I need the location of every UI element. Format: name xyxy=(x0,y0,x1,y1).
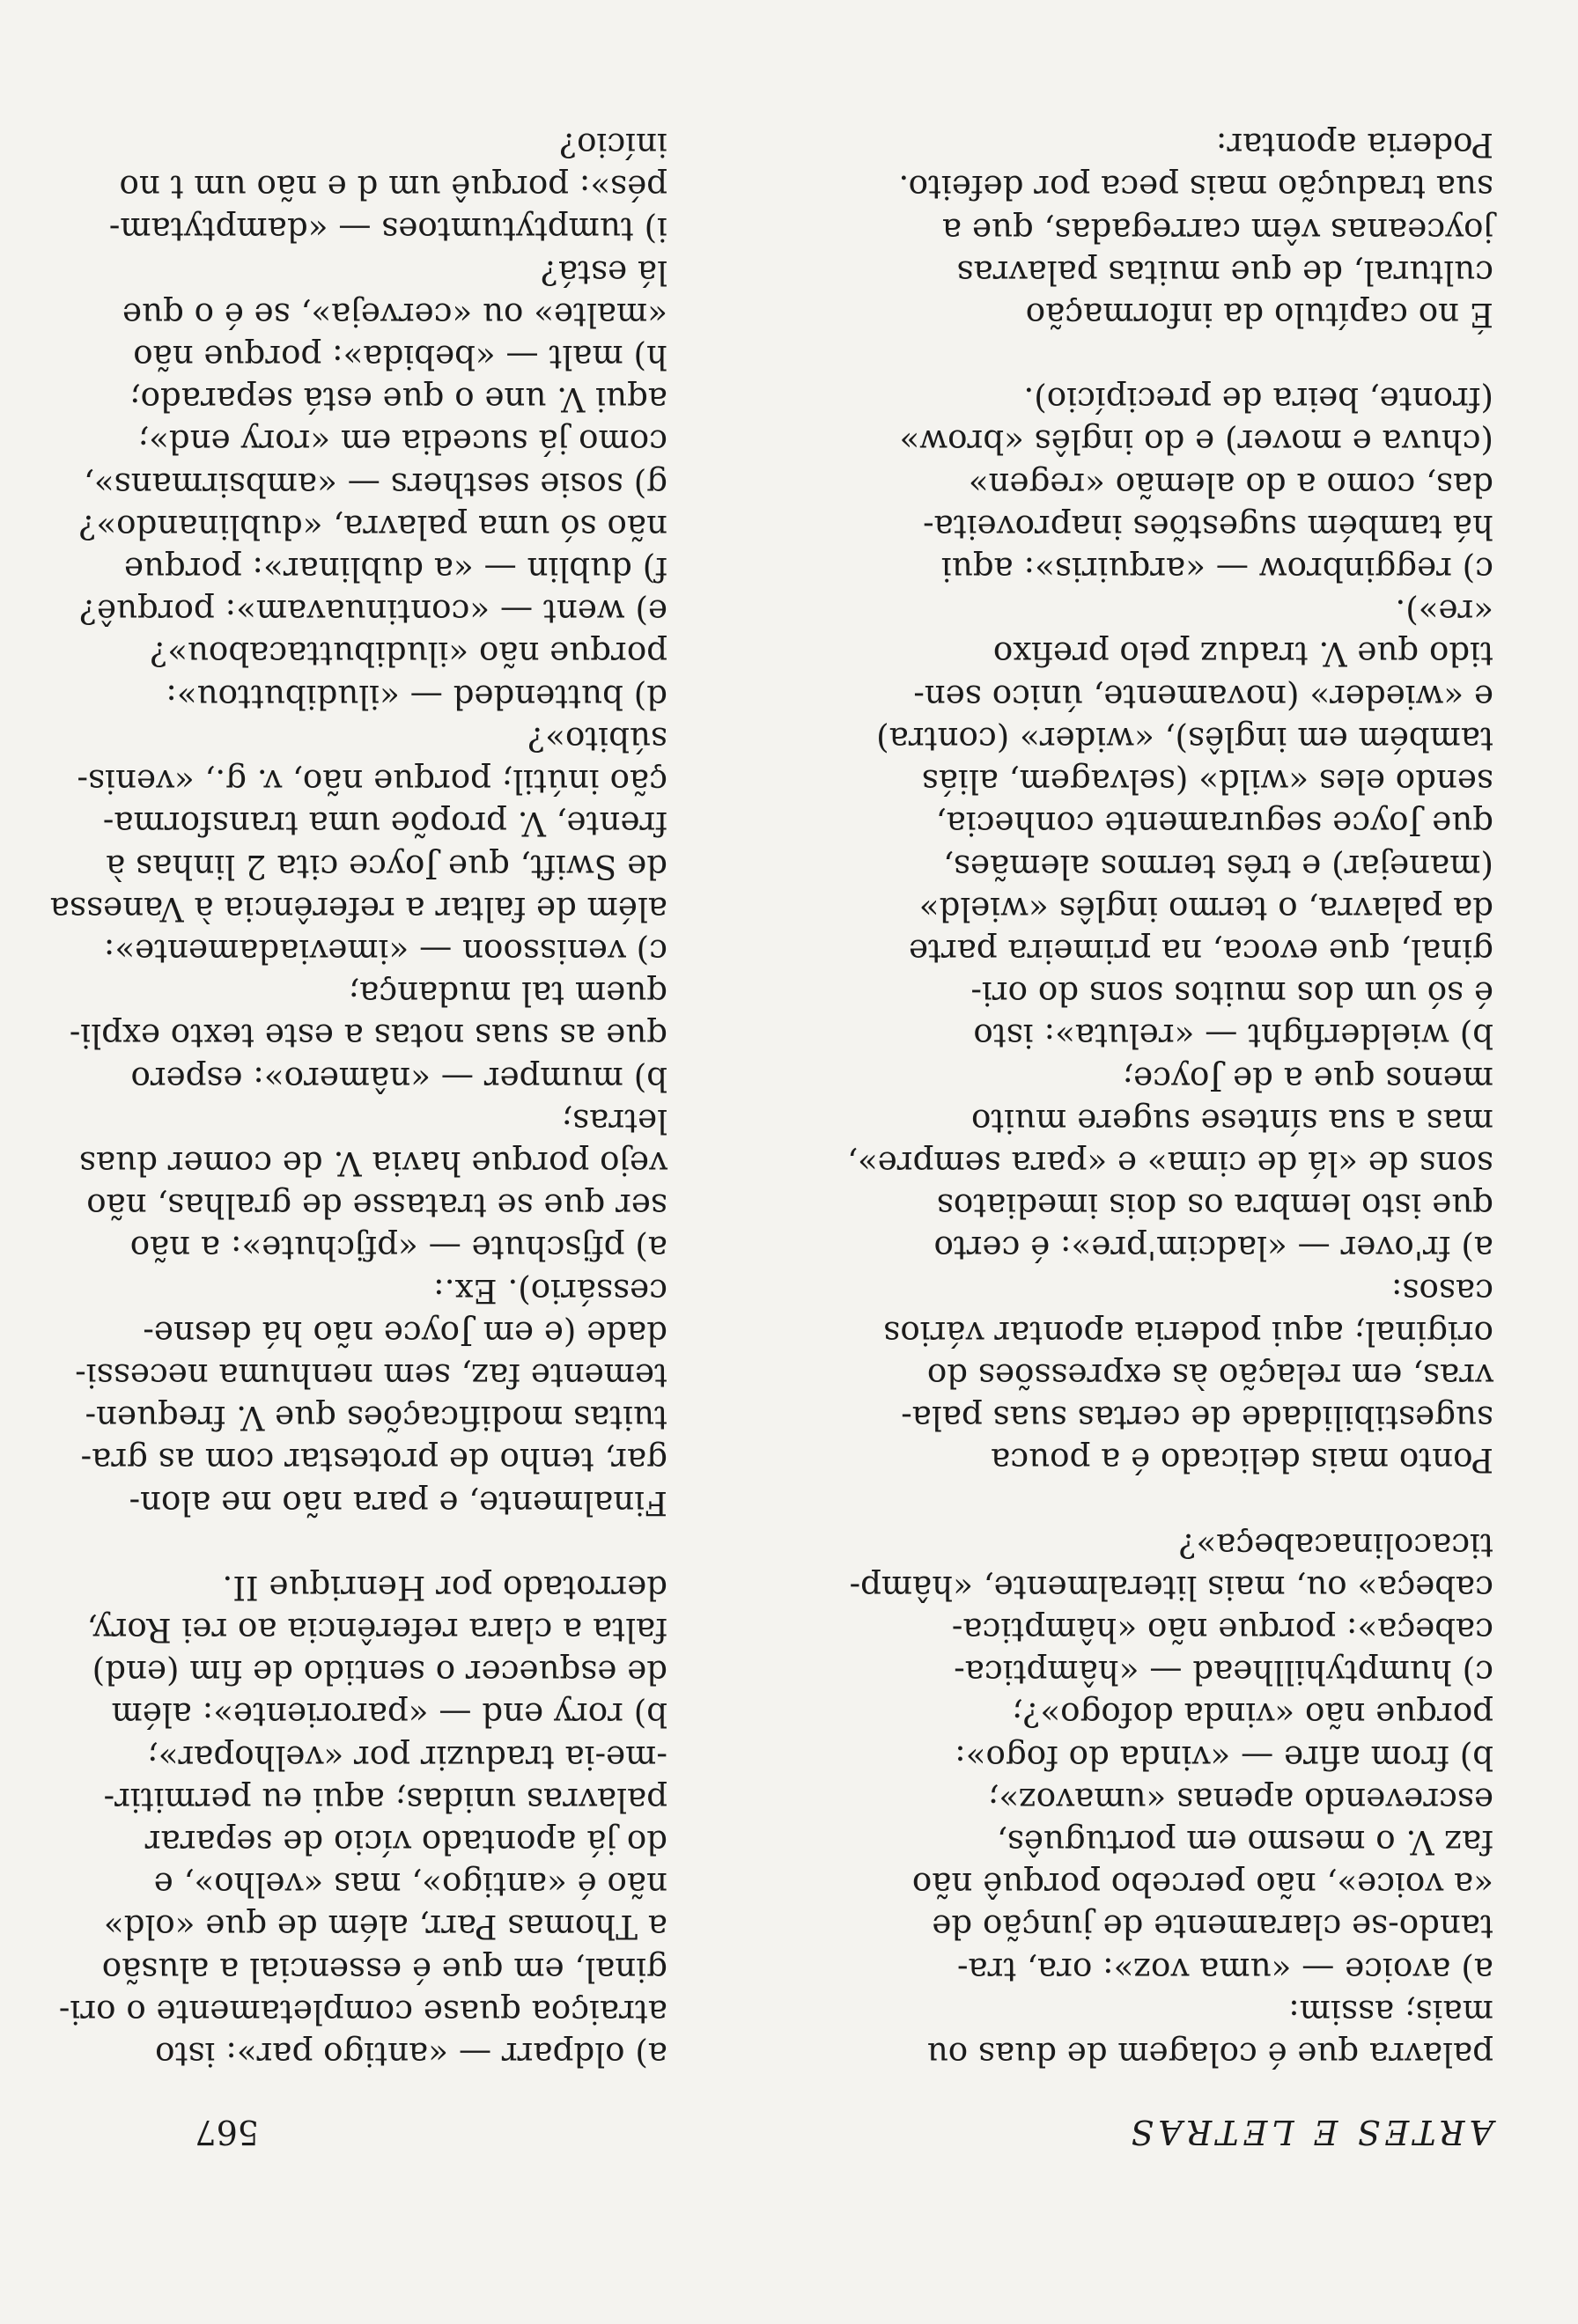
text-line: súbito»? xyxy=(527,719,667,759)
text-line: a Thomas Parr, além de que «old» xyxy=(103,1908,667,1947)
text-line: vejo porque havia V. de comer duas xyxy=(78,1144,667,1183)
text-line: cabeça»: porque não «hâmptica- xyxy=(951,1610,1493,1650)
text-line: Ponto mais delicado é a pouca xyxy=(991,1441,1493,1481)
text-line: joyceanas vêm carregadas, que a xyxy=(941,210,1493,250)
text-line: c) regginbrow — «arquiris»: aqui xyxy=(940,550,1493,590)
text-line: de Swift, que Joyce cita 2 linhas à xyxy=(106,847,667,886)
text-line: atraiçoa quase completamente o ori- xyxy=(58,1992,667,2032)
text-line: frente, V. propõe uma transforma- xyxy=(102,805,667,844)
text-line: cessário). Ex.: xyxy=(433,1271,667,1311)
text-line: mas a sua síntese sugere muito xyxy=(970,1101,1493,1141)
text-line: menos que a de Joyce; xyxy=(1122,1059,1493,1099)
text-line: quem tal mudança; xyxy=(348,974,667,1014)
text-line: original; aqui poderia apontar vários xyxy=(883,1313,1493,1353)
text-line: palavras unidas; aqui eu permitir- xyxy=(103,1780,667,1820)
text-line: também em inglês), «wider» (contra) xyxy=(876,719,1493,759)
text-line: lá está? xyxy=(540,253,667,292)
text-line: é só um dos muitos sons do ori- xyxy=(970,974,1493,1014)
text-line: que Joyce seguramente conhecia, xyxy=(935,805,1493,844)
text-line: além de faltar a referência à Vanessa xyxy=(49,889,667,929)
text-line: derrotado por Henrique II. xyxy=(222,1568,667,1607)
text-line: há também sugestões inaproveita- xyxy=(923,507,1493,547)
text-line: temente faz, sem nenhuma necessi- xyxy=(75,1356,667,1395)
text-line: letras; xyxy=(561,1101,667,1141)
text-line: faz V. o mesmo em português, xyxy=(996,1822,1493,1862)
text-line: a) oldparr — «antigo par»: isto xyxy=(155,2035,667,2074)
text-line: Poderia apontar: xyxy=(1215,126,1493,165)
text-line: sendo eles «wild» (selvagem, aliás xyxy=(921,762,1493,802)
text-line: tido que V. traduz pelo prefixo xyxy=(992,635,1493,674)
text-line: ticacolinacabeça»? xyxy=(1178,1526,1493,1565)
text-line: «malte» ou «cerveja», se é o que xyxy=(122,295,667,335)
text-line: porque não «iludibuttacabou»? xyxy=(150,635,667,674)
text-line: que as suas notas a este texto expli- xyxy=(69,1017,667,1056)
text-line: Finalmente, e para não me alon- xyxy=(129,1483,667,1523)
text-line: gar, tenho de protestar com as gra- xyxy=(80,1441,667,1481)
text-line: «a voice», não percebo porquê não xyxy=(911,1865,1493,1905)
text-line: (chuva e mover) e do inglês «brow» xyxy=(899,423,1493,462)
text-line: casos: xyxy=(1390,1271,1493,1311)
text-line: escrevendo apenas «umavoz»; xyxy=(987,1780,1493,1820)
text-line: f) dublin — «a dublinar»: porque xyxy=(123,550,667,590)
page-number: 567 xyxy=(195,2113,259,2151)
text-line: sons de «lá de cima» e «para sempre», xyxy=(847,1144,1493,1183)
text-line: palavra que é colagem de duas ou xyxy=(926,2035,1493,2074)
text-line: ginal, em que é essencial a alusão xyxy=(101,1950,667,1989)
text-line: que isto lembra os dois imediatos xyxy=(936,1187,1493,1226)
text-line: b) from afire — «vinda do fogo»: xyxy=(955,1738,1493,1777)
text-line: b) wielderfight — «reluta»: isto xyxy=(973,1017,1493,1056)
text-line: a) fr'over — «ladcim'pre»: é certo xyxy=(933,1229,1493,1269)
text-line: pés»: porquê um d e não um t no xyxy=(119,168,667,208)
paragraph-gap xyxy=(903,1482,1493,1524)
text-line: a) avoice — «uma voz»: ora, tra- xyxy=(956,1950,1493,1989)
text-line: i) tumptytumtoes — «damptytam- xyxy=(108,210,667,250)
text-line: cultural, de que muitas palavras xyxy=(956,253,1493,292)
text-line: de esquecer o sentido de fim (end) xyxy=(92,1653,667,1693)
text-line: mais; assim: xyxy=(1288,1992,1493,2032)
text-line: dade (e em Joyce não há desne- xyxy=(143,1313,667,1353)
text-line: «re»). xyxy=(1395,592,1493,632)
text-line: início? xyxy=(559,126,667,165)
text-line: do já apontado vício de separar xyxy=(144,1822,667,1862)
text-line: sua tradução mais peca por defeito. xyxy=(898,168,1493,208)
text-line: vras, em relação às expressões do xyxy=(926,1356,1493,1395)
running-header: ARTES E LETRAS xyxy=(1126,2113,1493,2151)
text-line: b) rory end — «parorientе»: além xyxy=(111,1695,667,1735)
text-line: c) humptyhillhead — «hâmptica- xyxy=(954,1653,1493,1693)
text-line: e) went — «continuavam»: porquê? xyxy=(79,592,667,632)
text-line: da palavra, o termo inglês «wield» xyxy=(918,889,1493,929)
text-line: -me-ia traduzir por «velhopar»; xyxy=(147,1738,667,1777)
paragraph-gap xyxy=(903,336,1493,379)
text-line: d) buttended — «iludibuttou»: xyxy=(166,677,667,717)
text-line: aqui V. une o que está separado; xyxy=(129,380,667,420)
text-line: c) venissoon — «imeviadamente»: xyxy=(103,931,667,971)
right-column xyxy=(49,124,667,2076)
text-line: sugestibilidade de certas suas pala- xyxy=(901,1399,1493,1438)
paragraph-gap xyxy=(77,1525,667,1567)
text-line: (fronte, beira de precipício). xyxy=(1023,380,1493,420)
text-line: ção inútil; porque não, v. g., «venis- xyxy=(77,762,667,802)
text-line: g) sosie sesthers — «ambsirmans», xyxy=(84,465,667,504)
text-line: das, como a do alemão «regen» xyxy=(968,465,1493,504)
left-column xyxy=(847,124,1493,2076)
text-line: tuitas modificações que V. frequen- xyxy=(85,1399,667,1438)
text-line: porque não «vinda dofogo»?; xyxy=(1011,1695,1493,1735)
text-line: É no capítulo da informação xyxy=(1025,296,1493,335)
text-line: tando-se claramente de junção de xyxy=(932,1908,1493,1947)
text-line: b) mumper — «nâmero»: espero xyxy=(130,1059,667,1099)
text-line: (manejar) e três termos alemães, xyxy=(943,847,1493,886)
text-line: falta a clara referência ao rei Rory, xyxy=(86,1610,667,1650)
text-line: h) malt — «bebida»: porque não xyxy=(133,338,667,378)
text-line: cabeça» ou, mais literalmente, «hâmp- xyxy=(849,1568,1493,1607)
text-line: não só uma palavra, «dublinando»? xyxy=(78,507,667,547)
text-line: ginal, que evoca, na primeira parte xyxy=(908,931,1493,971)
text-line: e «wieder» (novamente, único sen- xyxy=(913,677,1493,717)
text-line: ser que se tratasse de gralhas, não xyxy=(86,1187,667,1226)
text-line: não é «antigo», mas «velho», e xyxy=(153,1865,667,1905)
text-line: como já sucedia em «rory end»; xyxy=(137,423,667,462)
text-line: a) pfjschute — «pfjchute»: a não xyxy=(129,1229,667,1269)
